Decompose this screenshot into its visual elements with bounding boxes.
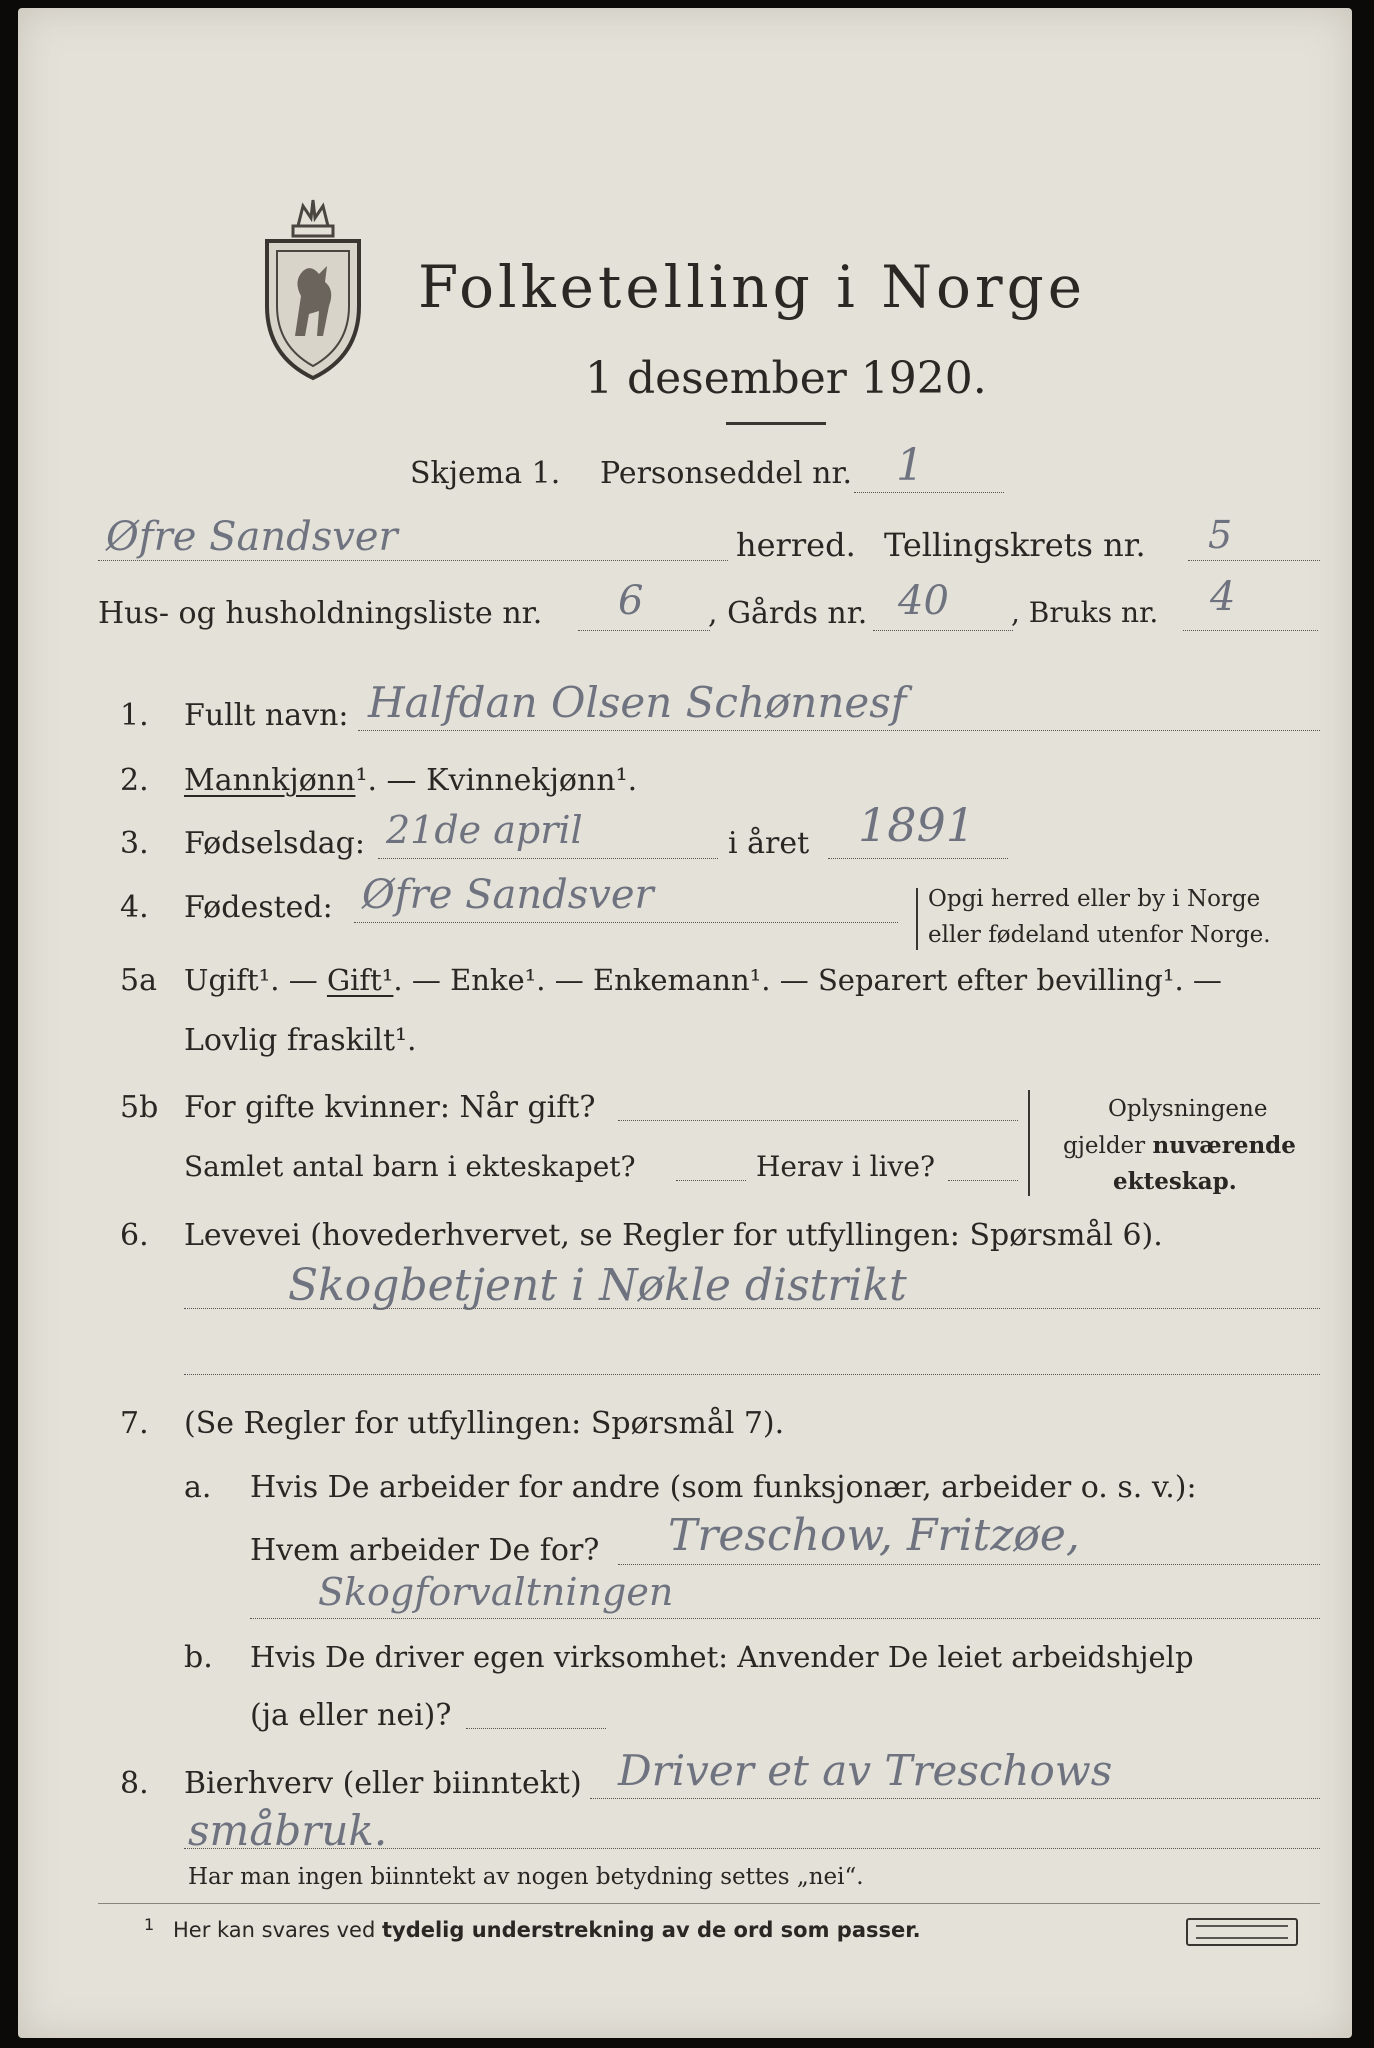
q7a-letter: a.	[184, 1470, 212, 1505]
q8-value-1[interactable]: Driver et av Treschows	[618, 1746, 1113, 1795]
q5b-note-2b: nuværende	[1152, 1132, 1296, 1159]
q1-value[interactable]: Halfdan Olsen Schønnesf	[368, 678, 907, 727]
q8-value-2[interactable]: småbruk.	[188, 1806, 388, 1855]
q6-line-1	[184, 1308, 1320, 1309]
footnote-text	[173, 1918, 921, 1942]
q4-line	[354, 922, 898, 923]
q8-note: Har man ingen biinntekt av nogen betydning settes „nei“.	[188, 1864, 864, 1890]
coat-of-arms-icon	[253, 186, 373, 386]
q8-label: Bierhverv (eller biinntekt)	[184, 1766, 582, 1801]
tellingskrets-value[interactable]: 5	[1208, 513, 1233, 557]
printer-stamp	[1186, 1918, 1298, 1946]
footnote-text-a: Her kan svares ved	[173, 1918, 382, 1942]
hus-label: Hus- og husholdningsliste nr.	[98, 596, 543, 631]
footer-rule	[98, 1903, 1320, 1904]
q5a-line2[interactable]: Lovlig fraskilt¹.	[184, 1023, 417, 1058]
q5b-note-3: ekteskap.	[1113, 1168, 1237, 1195]
q3-year-line	[828, 858, 1008, 859]
q6-line-2	[184, 1374, 1320, 1375]
q1-number: 1.	[120, 698, 149, 733]
personseddel-value[interactable]: 1	[896, 440, 924, 491]
q6-number: 6.	[120, 1218, 149, 1253]
census-date: 1 desember 1920.	[585, 353, 987, 404]
q3-year-value[interactable]: 1891	[858, 798, 976, 852]
q5b-line-2	[676, 1180, 746, 1181]
footnote-text-b: tydelig understrekning av de ord som passer.	[381, 1918, 921, 1942]
q5a-options	[184, 963, 1222, 997]
q7b-label-2: (ja eller nei)?	[250, 1698, 452, 1733]
personseddel-line	[854, 492, 1004, 493]
q7-label: (Se Regler for utfyllingen: Spørsmål 7).	[184, 1406, 785, 1441]
q5b-label-2: Samlet antal barn i ekteskapet?	[184, 1150, 636, 1183]
q7a-value-2[interactable]: Skogforvaltningen	[318, 1570, 674, 1614]
q5b-number: 5b	[120, 1090, 159, 1125]
q7b-letter: b.	[184, 1640, 213, 1675]
q5b-label-3: Herav i live?	[756, 1150, 935, 1183]
q1-line	[358, 730, 1320, 731]
q2-number: 2.	[120, 763, 149, 798]
census-form	[18, 8, 1352, 2038]
personseddel-label: Personseddel nr.	[600, 456, 853, 491]
q7a-label-1: Hvis De arbeider for andre (som funksjonær, arbeider o. s. v.):	[250, 1470, 1197, 1505]
herred-value[interactable]: Øfre Sandsver	[106, 514, 398, 560]
bruks-value[interactable]: 4	[1210, 574, 1236, 620]
q4-note-2: eller fødeland utenfor Norge.	[928, 922, 1271, 948]
q7b-label-1: Hvis De driver egen virksomhet: Anvender De leiet arbeidshjelp	[250, 1640, 1194, 1674]
q4-label: Fødested:	[184, 890, 333, 925]
q5a-number: 5a	[120, 963, 157, 998]
tellingskrets-line	[1188, 560, 1320, 561]
q5a-ugift[interactable]: Ugift¹. —	[184, 963, 327, 997]
q5a-gift[interactable]: Gift¹	[326, 963, 394, 997]
q7-number: 7.	[120, 1406, 149, 1441]
gards-label: , Gårds nr.	[708, 596, 868, 631]
bruks-label: , Bruks nr.	[1011, 596, 1159, 629]
q4-note-1: Opgi herred eller by i Norge	[928, 886, 1261, 912]
footnote-mark: 1	[144, 1915, 155, 1934]
tellingskrets-label: Tellingskrets nr.	[884, 526, 1146, 564]
hus-line	[578, 630, 710, 631]
q1-label: Fullt navn:	[184, 698, 349, 733]
q2-female[interactable]: Kvinnekjønn¹.	[426, 763, 638, 798]
q8-line-1	[590, 1798, 1320, 1799]
skjema-label: Skjema 1.	[410, 456, 561, 491]
q5b-line-3	[948, 1180, 1018, 1181]
q2-male[interactable]: Mannkjønn	[184, 763, 356, 798]
q5b-note-2a: gjelder	[1063, 1133, 1153, 1159]
q5b-note-2	[1063, 1132, 1296, 1159]
q3-label: Fødselsdag:	[184, 826, 365, 861]
q7a-line-2	[250, 1618, 1320, 1619]
q2-options	[184, 763, 637, 798]
q8-number: 8.	[120, 1766, 149, 1801]
herred-line	[98, 560, 728, 561]
q3-number: 3.	[120, 826, 149, 861]
hus-value[interactable]: 6	[618, 578, 644, 624]
q7b-line	[466, 1728, 606, 1729]
q5b-line-1	[618, 1120, 1018, 1121]
q4-number: 4.	[120, 890, 149, 925]
q6-value[interactable]: Skogbetjent i Nøkle distrikt	[288, 1260, 907, 1311]
q5a-rest: . — Enke¹. — Enkemann¹. — Separert efter bevilling¹. —	[393, 963, 1222, 997]
q5b-label-1: For gifte kvinner: Når gift?	[184, 1090, 596, 1125]
gards-value[interactable]: 40	[898, 578, 949, 624]
gards-line	[873, 630, 1013, 631]
title-rule	[726, 422, 826, 425]
q5b-note-1: Oplysningene	[1108, 1096, 1268, 1122]
q7a-value-1[interactable]: Treschow, Fritzøe,	[668, 1510, 1080, 1561]
bruks-line	[1183, 630, 1318, 631]
q7a-label-2: Hvem arbeider De for?	[250, 1533, 600, 1568]
q3-line	[378, 858, 718, 859]
form-title: Folketelling i Norge	[418, 253, 1087, 321]
q3-year-label: i året	[728, 826, 810, 861]
q2-sep: ¹. —	[355, 763, 427, 798]
q5b-brace	[1028, 1090, 1036, 1196]
q7a-line-1	[618, 1564, 1320, 1565]
q6-label: Levevei (hovederhvervet, se Regler for utfyllingen: Spørsmål 6).	[184, 1218, 1163, 1253]
herred-label: herred.	[736, 526, 856, 564]
q4-brace	[916, 888, 918, 950]
q3-value[interactable]: 21de april	[386, 808, 583, 852]
q4-value[interactable]: Øfre Sandsver	[362, 872, 654, 918]
